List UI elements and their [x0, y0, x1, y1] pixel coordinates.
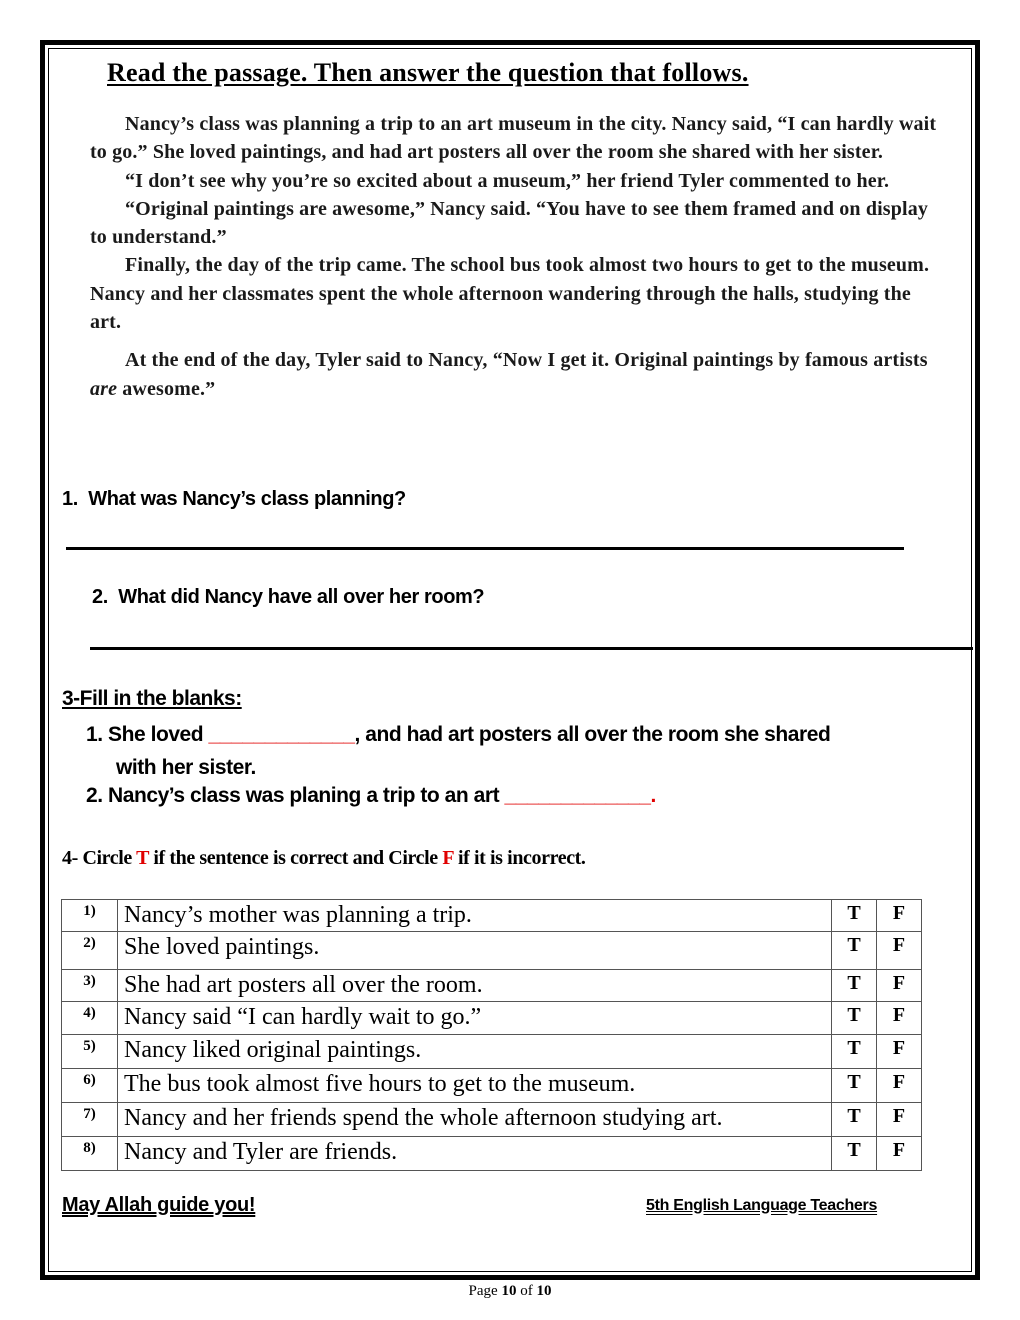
false-option[interactable]: F — [877, 932, 922, 970]
true-option[interactable]: T — [832, 900, 877, 932]
page-label: of — [516, 1283, 537, 1299]
page-label: Page — [468, 1283, 502, 1299]
statement: Nancy liked original paintings. — [118, 1035, 832, 1069]
row-number: 8) — [62, 1137, 118, 1171]
statement: Nancy and her friends spend the whole afternoon studying art. — [118, 1103, 832, 1137]
item-text: She loved — [108, 723, 209, 746]
table-row — [62, 1103, 922, 1137]
table-row — [62, 1002, 922, 1035]
true-option[interactable]: T — [832, 932, 877, 970]
row-number: 2) — [62, 932, 118, 970]
answer-line-2[interactable] — [90, 647, 973, 650]
false-option[interactable]: F — [877, 1035, 922, 1069]
row-number: 4) — [62, 1002, 118, 1035]
passage-text: awesome.” — [117, 377, 216, 400]
true-false-instructions — [62, 847, 586, 870]
item-number: 1. — [86, 723, 103, 746]
statement: Nancy and Tyler are friends. — [118, 1137, 832, 1171]
row-number: 3) — [62, 970, 118, 1002]
false-letter: F — [442, 847, 454, 869]
fill-blank-item-1 — [86, 718, 966, 784]
question-number: 1. — [62, 488, 78, 510]
row-number: 7) — [62, 1103, 118, 1137]
false-option[interactable]: F — [877, 970, 922, 1002]
statement: Nancy said “I can hardly wait to go.” — [118, 1002, 832, 1035]
true-option[interactable]: T — [832, 1069, 877, 1103]
statement: She loved paintings. — [118, 932, 832, 970]
table-row — [62, 1035, 922, 1069]
item-text: with her sister. — [116, 756, 256, 779]
false-option[interactable]: F — [877, 1002, 922, 1035]
false-option[interactable]: F — [877, 1103, 922, 1137]
fill-blank-item-2 — [86, 784, 656, 808]
false-option[interactable]: F — [877, 900, 922, 932]
question-text: What did Nancy have all over her room? — [118, 586, 485, 608]
table-row — [62, 1137, 922, 1171]
item-number: 2. — [86, 784, 103, 807]
true-false-table — [61, 899, 922, 1171]
footer-blessing: May Allah guide you! — [62, 1194, 256, 1216]
fill-blanks-heading: 3-Fill in the blanks: — [62, 687, 242, 710]
passage-text: At the end of the day, Tyler said to Nancy, “Now I get it. Original paintings by famous artists — [125, 349, 928, 372]
instruction-text: if the sentence is correct and Circle — [148, 847, 443, 869]
reading-passage — [90, 110, 940, 403]
passage-paragraph: “Original paintings are awesome,” Nancy said. “You have to see them framed and on display to understand.” — [90, 197, 929, 249]
blank-field[interactable]: _____________ — [208, 723, 355, 746]
question-number: 2. — [92, 586, 108, 608]
statement: The bus took almost five hours to get to the museum. — [118, 1069, 832, 1103]
false-option[interactable]: F — [877, 1137, 922, 1171]
true-option[interactable]: T — [832, 1035, 877, 1069]
row-number: 5) — [62, 1035, 118, 1069]
true-option[interactable]: T — [832, 1137, 877, 1171]
table-row — [62, 900, 922, 932]
statement: She had art posters all over the room. — [118, 970, 832, 1002]
passage-paragraph: Finally, the day of the trip came. The school bus took almost two hours to get to the museum. Nancy and her classmates spent the whole afternoon wandering through the halls, studying the art. — [90, 254, 930, 334]
page-number — [0, 1283, 1020, 1300]
true-option[interactable]: T — [832, 1002, 877, 1035]
instruction-text: 4- Circle — [62, 847, 137, 869]
question-1 — [62, 488, 406, 511]
blank-field[interactable]: _____________. — [504, 784, 656, 807]
passage-paragraph: “I don’t see why you’re so excited about a museum,” her friend Tyler commented to her. — [125, 169, 890, 192]
footer-author: 5th English Language Teachers — [646, 1197, 878, 1214]
table-row — [62, 1069, 922, 1103]
row-number: 6) — [62, 1069, 118, 1103]
table-row — [62, 970, 922, 1002]
passage-emphasis: are — [90, 377, 118, 400]
total-pages: 10 — [536, 1283, 552, 1299]
question-2 — [92, 586, 484, 609]
question-text: What was Nancy’s class planning? — [88, 488, 406, 510]
item-text: Nancy’s class was planing a trip to an art — [108, 784, 505, 807]
table-row — [62, 932, 922, 970]
item-text: , and had art posters all over the room she shared — [354, 723, 831, 746]
row-number: 1) — [62, 900, 118, 932]
true-option[interactable]: T — [832, 1103, 877, 1137]
passage-paragraph-last — [90, 346, 940, 403]
passage-paragraph: Nancy’s class was planning a trip to an art museum in the city. Nancy said, “I can hardly wait to go.” She loved paintings, and had art posters all over the room she shared with her sister. — [90, 113, 937, 164]
true-option[interactable]: T — [832, 970, 877, 1002]
worksheet-title: Read the passage. Then answer the question that follows. — [107, 58, 749, 87]
statement: Nancy’s mother was planning a trip. — [118, 900, 832, 932]
answer-line-1[interactable] — [66, 547, 904, 550]
true-letter: T — [136, 847, 149, 869]
instruction-text: if it is incorrect. — [453, 847, 586, 869]
current-page: 10 — [501, 1283, 517, 1299]
false-option[interactable]: F — [877, 1069, 922, 1103]
